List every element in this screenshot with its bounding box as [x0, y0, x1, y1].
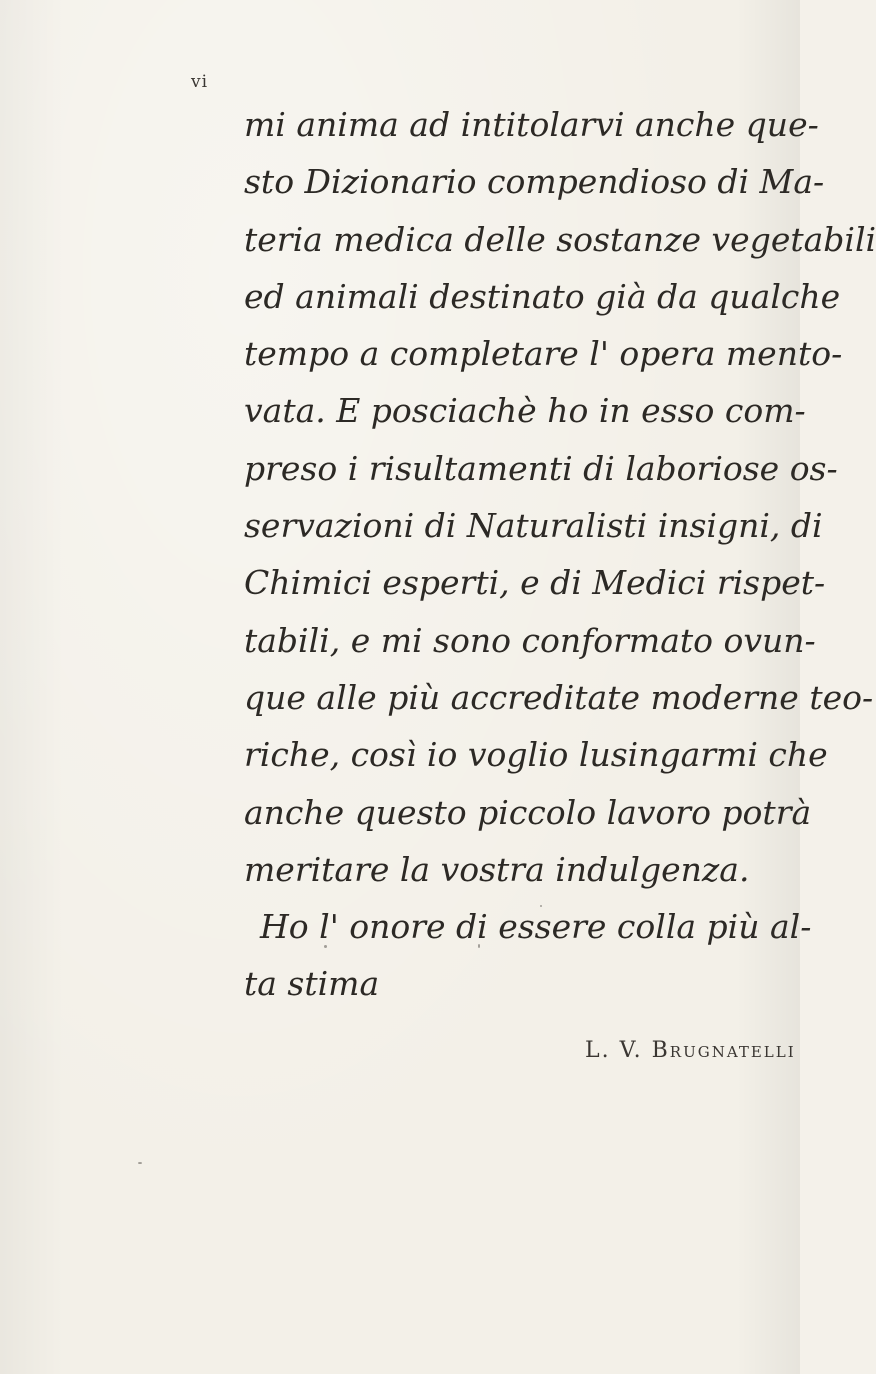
- paper-speck: [478, 944, 480, 948]
- text-line: ta stima: [244, 964, 380, 1004]
- text-line: sto Dizionario compendioso di Ma-: [244, 162, 825, 202]
- author-signature: L. V. Brugnatelli: [585, 1038, 796, 1063]
- paper-speck: [540, 905, 542, 907]
- text-line: preso i risultamenti di laboriose os-: [244, 448, 838, 488]
- text-line: tempo a completare l' opera mento-: [244, 334, 843, 374]
- paper-speck: [324, 945, 327, 948]
- text-line: mi anima ad intitolarvi anche que-: [244, 105, 819, 144]
- text-line: teria medica delle sostanze vegetabili: [244, 219, 876, 259]
- text-line: que alle più accreditate moderne teo-: [244, 677, 874, 717]
- text-line: anche questo piccolo lavoro potrà: [244, 792, 812, 832]
- paper-speck: [138, 1162, 142, 1164]
- text-line: riche, così io voglio lusingarmi che: [244, 735, 828, 775]
- page-number: vi: [191, 72, 209, 92]
- text-line: Chimici esperti, e di Medici rispet-: [244, 563, 826, 603]
- text-line: vata. E posciachè ho in esso com-: [244, 391, 806, 431]
- text-line: tabili, e mi sono conformato ovun-: [244, 620, 816, 660]
- text-line: Ho l' onore di essere colla più al-: [260, 907, 812, 947]
- text-line: meritare la vostra indulgenza.: [244, 849, 750, 889]
- text-line: ed animali destinato già da qualche: [244, 276, 841, 316]
- dedication-text: [244, 96, 876, 1013]
- text-line: servazioni di Naturalisti insigni, di: [244, 506, 823, 546]
